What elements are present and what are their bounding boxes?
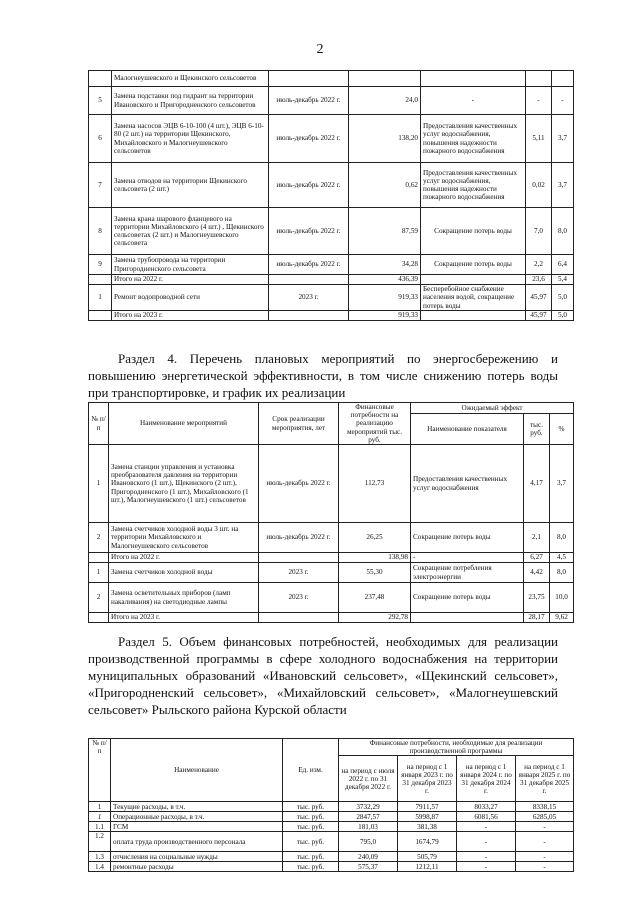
table-row: 7 Замена отводов на территории Щекинского сельсовета (2 шт.) июль-декабрь 2022 г. 0,62 Предоставления качественных услуг водоснабжения, повышения надежности пожарного водоснабжения 0,02 3,7 — [89, 163, 574, 208]
table-row: 1.1 ГСМ тыс. руб. 181,03 381,38 - - — [89, 822, 574, 832]
table-row: 9 Замена трубопровода на территории Пригородненского сельсовета июль-декабрь 2022 г. 34,28 Сокращение потерь воды 2,2 6,4 — [89, 255, 574, 275]
table-row: 1.4 ремонтные расходы тыс. руб. 575,37 1212,11 - - — [89, 862, 574, 872]
table-header-row: № п/п Наименование мероприятий Срок реализации мероприятия, лет Финансовые потребности на реализацию мероприятий тыс. руб. Ожидаемый эффект — [89, 403, 574, 414]
table-header-row: № п/п Наименование Ед. изм. Финансовые потребности, необходимые для реализации производственной программы — [89, 739, 574, 756]
section-5-heading: Раздел 5. Объем финансовых потребностей, необходимых для реализации производственной программы в сфере холодного водоснабжения на территории муниципальных образований «Ивановский сельсовет», «Щекинский сельсовет», «Пригородненский сельсовет», «Михайловский сельсовет», «Малогнеушевский сельсовет» Рыльского района Курской области — [88, 634, 558, 717]
table-row: 5 Замена подставки под гидрант на территории Ивановского и Пригородненского сельсоветов июль-декабрь 2022 г. 24,0 - - - — [89, 87, 574, 115]
page-number: 2 — [316, 42, 324, 57]
section-4-heading: Раздел 4. Перечень плановых мероприятий по энергосбережению и повышению энергетической эффективности, в том числе снижению потерь воды при транспортировке, и график их реализации — [88, 351, 558, 400]
table-row: 1.2 оплата труда производственного персонала тыс. руб. 795,0 1674,79 - - — [89, 832, 574, 852]
energy-saving-table — [88, 402, 574, 623]
table-row: 1 Ремонт водопроводной сети 2023 г. 919,33 Бесперебойное снабжение населения водой, сокращение потерь воды 45,97 5,0 — [89, 285, 574, 311]
financial-needs-table — [88, 738, 574, 872]
table-row: 2 Замена счетчиков холодной воды 3 шт. на территории Михайловского и Малогнеушевского сельсоветов июль-декабрь 2022 г. 26,25 Сокращение потерь воды 2,1 8,0 — [89, 523, 574, 553]
table-row: 1 Текущие расходы, в т.ч. тыс. руб. 3732,29 7911,57 8033,27 8338,15 — [89, 802, 574, 812]
table-row: 1 Операционные расходы, в т.ч. тыс. руб. 2847,57 5998,87 6081,56 6285,05 — [89, 812, 574, 822]
table-row-total: Итого на 2023 г. 292,78 28,17 9,62 — [89, 613, 574, 623]
table-header-row: Наименование показателя тыс. руб. % — [89, 413, 574, 445]
table-row: 1 Замена счетчиков холодной воды 2023 г. 55,30 Сокращение потребления электроэнергии 4,42 8,0 — [89, 563, 574, 583]
table-row: 2 Замена осветительных приборов (ламп накаливания) на светодиодные лампы 2023 г. 237,48 Сокращение потерь воды 23,75 10,0 — [89, 583, 574, 613]
table-row: 8 Замена крана шарового фланцевого на территории Михайловского (4 шт.) , Щекинского сельсоветах (2 шт.) и Малогнеушевского сельсовета июль-декабрь 2022 г. 87,59 Сокращение потерь воды 7,0 8,0 — [89, 208, 574, 255]
table-row: 1 Замена станции управления и установка преобразователя давления на территории Ивановского (1 шт.), Щекинского (2 шт.), Пригородненского (1 шт.), Михайловского (1 шт.), Малогнеушевского (1 шт.) сельсоветов июль-декабрь 2022 г. 112,73 Предоставления качественных услуг водоснабжения 4,17 3,7 — [89, 445, 574, 523]
table-header-row: на период с июля 2022 г. по 31 декабря 2022 г. на период с 1 января 2023 г. по 31 декабря 2023 г. на период с 1 января 2024 г. по 31 декабря 2024 г. на период с 1 января 2025 г. по 31 декабря 2025 г. — [89, 756, 574, 802]
table-row-total: Итого на 2022 г. 436,39 23,6 5,4 — [89, 275, 574, 285]
table-row: 1.3 отчисления на социальные нужды тыс. руб. 240,09 505,79 - - — [89, 852, 574, 862]
table-row: 6 Замена насосов ЭЦВ 6-10-100 (4 шт.), ЭЦВ 6-10-80 (2 шт.) на территории Щекинского, Михайловского и Малогнеушевского сельсоветов июль-декабрь 2022 г. 138,20 Предоставления качественных услуг водоснабжения, повышения надежности пожарного водоснабжения 5,11 3,7 — [89, 115, 574, 163]
measures-table-continued — [88, 70, 574, 321]
table-row-total: Итого на 2023 г. 919,33 45,97 5,0 — [89, 311, 574, 321]
table-row-total: Итого на 2022 г. 138,98 - 6,27 4,5 — [89, 553, 574, 563]
table-row: Малогнеушевского и Щекинского сельсоветов — [89, 71, 574, 87]
